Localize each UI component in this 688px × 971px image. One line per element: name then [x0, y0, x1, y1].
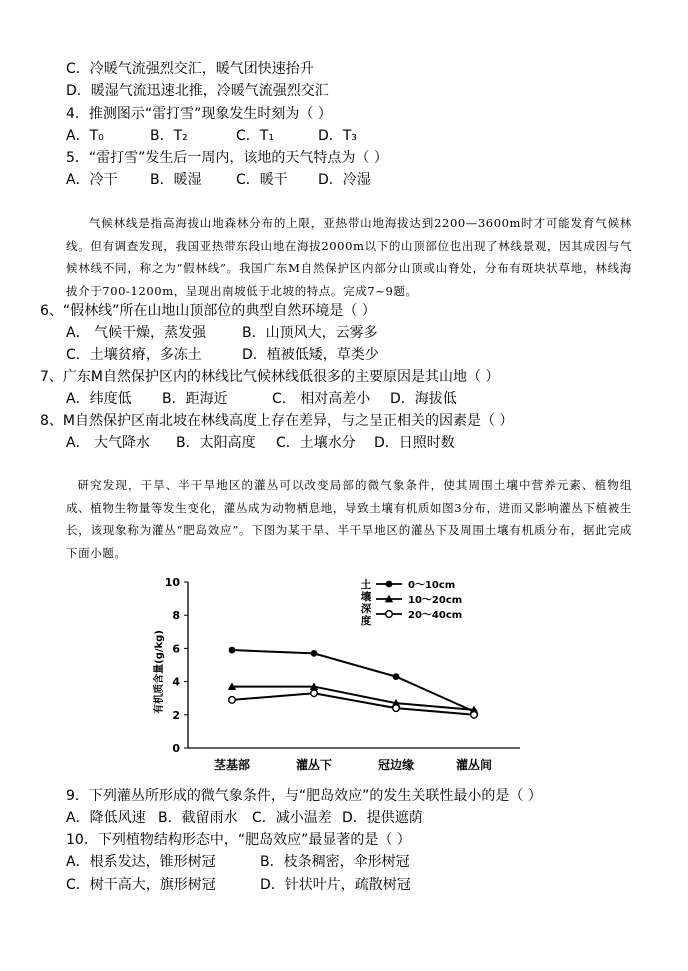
- series-line: [232, 687, 474, 710]
- q10-option-a: A．根系发达，锥形树冠: [66, 854, 216, 870]
- data-point: [311, 690, 318, 697]
- data-point: [229, 647, 236, 654]
- q10-option-d: D．针状叶片，疏散树冠: [260, 877, 411, 893]
- q6-stem: 6、“假林线”所在山地山顶部位的典型自然环境是（ ）: [40, 303, 376, 319]
- legend-label: 10～20cm: [408, 595, 463, 606]
- q7-option-d: D．海拔低: [390, 391, 457, 407]
- q9-stem: 9．下列灌丛所形成的微气象条件，与“肥岛效应”的发生关联性最小的是（ ）: [66, 788, 542, 804]
- q7-options: [66, 390, 457, 408]
- q9-options: [66, 809, 423, 827]
- legend-title-char: 土: [360, 579, 372, 591]
- data-point: [229, 697, 236, 704]
- y-tick-label: 0: [172, 742, 180, 755]
- q8-options: [66, 434, 455, 452]
- y-tick-label: 6: [172, 642, 180, 656]
- legend-title-char: 深: [360, 603, 372, 615]
- legend-label: 0～10cm: [408, 580, 456, 591]
- q10-options-row1: [66, 853, 410, 871]
- q10-options-row2: [66, 876, 411, 894]
- q4-option-d: D．T₃: [318, 128, 357, 144]
- y-tick-labels: [165, 576, 188, 755]
- q4-option-b: B．T₂: [150, 128, 188, 144]
- q8-option-c: C．土壤水分: [276, 435, 356, 451]
- q7-option-b: B．距海近: [162, 391, 228, 407]
- q5-options: [66, 171, 371, 189]
- chart-legend: [361, 578, 462, 627]
- q8-stem: 8、M自然保护区南北坡在林线高度上存在差异，与之呈正相关的因素是（ ）: [40, 413, 514, 429]
- q9-option-a: A．降低风速: [66, 810, 146, 826]
- legend-title-char: 壤: [360, 591, 372, 603]
- y-tick-label: 2: [172, 708, 180, 722]
- q6-option-c: C．土壤贫瘠，多冻土: [66, 347, 202, 363]
- data-point: [393, 673, 400, 680]
- data-point: [386, 581, 393, 588]
- legend-title-char: 度: [360, 615, 372, 627]
- x-tick-label: 茎基部: [213, 758, 251, 772]
- passage-false-treeline: 气候林线是指高海拔山地森林分布的上限，亚热带山地海拔达到2200—3600m时才可能发育气候林线。但有调查发现，我国亚热带东段山地在海拔2000m以下的山顶部位也出现了林线景观，因其成因与气候林线不同，称之为“假林线”。我国广东M自然保护区内部分山顶或山脊处，分布有斑块状草地，林线海拔介于700-1200m，呈现出南坡低于北坡的特点。完成7~9题。: [66, 216, 632, 298]
- q7-option-c: C． 相对高差小: [272, 391, 371, 407]
- y-axis-label: 有机质含量(g/kg): [154, 630, 165, 714]
- q6-option-a: A． 气候干燥，蒸发强: [66, 325, 207, 341]
- x-tick-labels: [214, 757, 492, 772]
- q3-option-d: D．暖湿气流迅速北推，冷暖气流强烈交汇: [66, 83, 329, 99]
- series-line: [232, 693, 474, 715]
- q7-stem: 7、广东M自然保护区内的林线比气候林线低很多的主要原因是其山地（ ）: [40, 369, 500, 385]
- y-tick-label: 8: [172, 609, 180, 623]
- series-0～10cm: [229, 647, 478, 715]
- data-point: [386, 611, 393, 618]
- data-point: [393, 705, 400, 712]
- q5-stem: 5．“雷打雪”发生后一周内，该地的天气特点为（ ）: [66, 150, 388, 166]
- q8-option-b: B．太阳高度: [176, 435, 256, 451]
- q9-option-c: C．减小温差: [252, 810, 332, 826]
- q10-stem: 10．下列植物结构形态中，“肥岛效应”最显著的是（ ）: [66, 832, 411, 848]
- chart-series: [228, 647, 478, 718]
- data-point: [471, 712, 478, 719]
- q6-option-b: B．山顶风大，云雾多: [242, 325, 378, 341]
- legend-label: 20～40cm: [408, 610, 463, 621]
- organic-matter-line-chart: [150, 572, 530, 776]
- data-point: [311, 650, 318, 657]
- q9-option-d: D．提供遮荫: [342, 810, 423, 826]
- q6-options-row2: [66, 346, 379, 364]
- q7-option-a: A．纬度低: [66, 391, 132, 407]
- q4-option-a: A．T₀: [66, 128, 104, 144]
- q4-stem: 4．推测图示“雷打雪”现象发生时刻为（ ）: [66, 106, 332, 122]
- q10-option-c: C．树干高大，旗形树冠: [66, 877, 216, 893]
- passage-fertile-island: 研究发现，干旱、半干旱地区的灌丛可以改变局部的微气象条件，使其周围土壤中营养元素、植物组成、植物生物量等发生变化，灌丛成为动物栖息地，导致土壤有机质如图3分布，进而又影响灌丛下植被生长，该现象称为灌丛“肥岛效应”。下图为某干旱、半干旱地区的灌丛下及周围土壤有机质分布，据此完成下面小题。: [66, 478, 632, 560]
- x-tick-label: 灌丛间: [455, 758, 493, 772]
- q5-option-a: A．冷干: [66, 172, 118, 188]
- x-tick-label: 冠边缘: [377, 758, 415, 772]
- q8-option-d: D．日照时数: [374, 435, 455, 451]
- series-line: [232, 650, 474, 711]
- x-tick-label: 灌丛下: [295, 758, 333, 772]
- q9-option-b: B．截留雨水: [158, 810, 238, 826]
- q5-option-c: C．暖干: [236, 172, 288, 188]
- q8-option-a: A． 大气降水: [66, 435, 151, 451]
- q3-option-c: C．冷暖气流强烈交汇，暖气团快速抬升: [66, 61, 314, 77]
- y-tick-label: 4: [172, 675, 180, 689]
- q4-options: [66, 127, 357, 145]
- y-tick-label: 10: [164, 576, 180, 589]
- q4-option-c: C．T₁: [236, 128, 274, 144]
- q5-option-d: D．冷湿: [318, 172, 371, 188]
- q10-option-b: B．枝条稠密，伞形树冠: [260, 854, 410, 870]
- q5-option-b: B．暖湿: [150, 172, 202, 188]
- q6-options-row1: [66, 324, 378, 342]
- q6-option-d: D．植被低矮，草类少: [242, 347, 379, 363]
